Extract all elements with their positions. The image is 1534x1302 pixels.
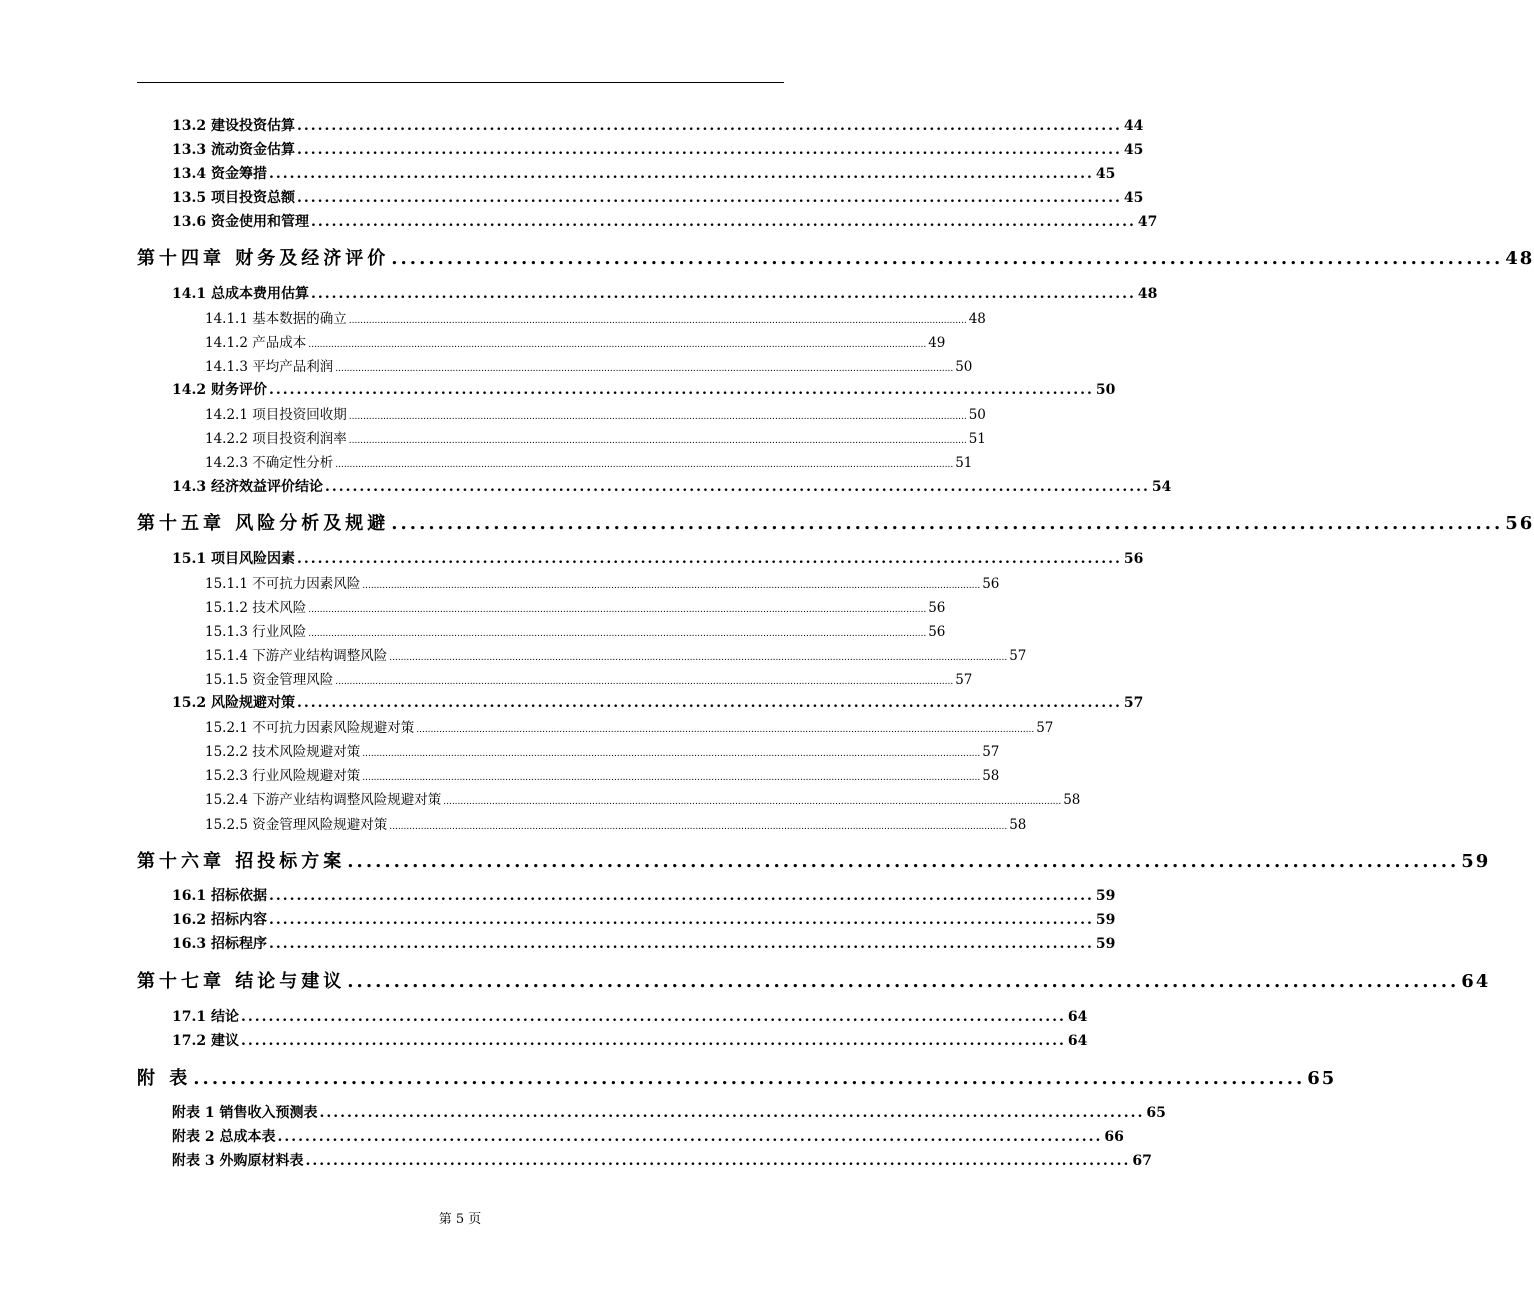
toc-chapter-title: 第十六章 招投标方案	[137, 851, 346, 872]
toc-subentry-page: 58	[982, 768, 1000, 784]
dot-leader: ........................................................................................................................................................................................................................	[335, 460, 954, 470]
dot-leader: ........................................................................................................................	[347, 971, 1460, 992]
dot-leader: ........................................................................................................................................................................................................................	[335, 364, 954, 374]
toc-subentry-page: 50	[968, 407, 986, 423]
dot-leader: ........................................................................................................................................................................................................................	[389, 653, 1008, 663]
toc-entry-page: 48	[1137, 286, 1158, 302]
dot-leader: ........................................................................................................................	[193, 1068, 1306, 1089]
toc-entry-title: 17.2 建议	[172, 1033, 239, 1049]
toc-entry-title: 附表 1 销售收入预测表	[172, 1105, 318, 1121]
toc-subentry-title: 14.1.3 平均产品利润	[205, 359, 334, 375]
dot-leader: ........................................................................................................................................................................................................................	[348, 412, 967, 422]
dot-leader: ........................................................................................................................	[268, 888, 1094, 904]
toc-subentry-15-1-1[interactable]	[205, 572, 1000, 592]
toc-subentry-14-1-2[interactable]	[205, 331, 946, 351]
toc-subentry-15-1-4[interactable]	[205, 644, 1027, 664]
toc-subentry-page: 51	[968, 431, 986, 447]
dot-leader: ........................................................................................................................................................................................................................	[308, 340, 927, 350]
toc-entry-title: 16.2 招标内容	[172, 912, 267, 928]
toc-entry-title: 附表 2 总成本表	[172, 1129, 276, 1145]
toc-subentry-page: 57	[955, 672, 973, 688]
toc-subentry-15-1-2[interactable]	[205, 596, 946, 616]
toc-chapter-15[interactable]	[137, 509, 1534, 535]
toc-entry-16-3[interactable]	[172, 933, 1116, 953]
toc-chapter-page: 56	[1505, 513, 1534, 534]
toc-subentry-page: 56	[982, 576, 1000, 592]
toc-subentry-page: 58	[1009, 817, 1027, 833]
dot-leader: ........................................................................................................................	[268, 166, 1094, 182]
toc-subentry-page: 56	[928, 624, 946, 640]
dot-leader: ........................................................................................................................................................................................................................	[443, 797, 1062, 807]
toc-entry-title: 14.2 财务评价	[172, 382, 267, 398]
toc-subentry-15-2-4[interactable]	[205, 788, 1081, 808]
toc-entry-13-3[interactable]	[172, 139, 1144, 159]
toc-entry-page: 59	[1095, 936, 1116, 952]
dot-leader: ........................................................................................................................	[296, 142, 1122, 158]
toc-subentry-15-2-1[interactable]	[205, 716, 1054, 736]
dot-leader: ........................................................................................................................	[296, 695, 1122, 711]
dot-leader: ........................................................................................................................	[310, 214, 1136, 230]
toc-entry-title: 14.3 经济效益评价结论	[172, 479, 323, 495]
toc-subentry-14-2-3[interactable]	[205, 451, 973, 471]
toc-entry-title: 13.3 流动资金估算	[172, 142, 295, 158]
dot-leader: ........................................................................................................................	[319, 1105, 1145, 1121]
toc-subentry-title: 14.2.1 项目投资回收期	[205, 407, 347, 423]
toc-subentry-title: 15.1.5 资金管理风险	[205, 672, 334, 688]
toc-entry-13-4[interactable]	[172, 163, 1116, 183]
dot-leader: ........................................................................................................................	[268, 912, 1094, 928]
toc-entry-title: 13.5 项目投资总额	[172, 190, 295, 206]
toc-entry-page: 66	[1104, 1129, 1124, 1145]
toc-subentry-14-1-1[interactable]	[205, 307, 986, 327]
toc-chapter-page: 65	[1307, 1068, 1337, 1089]
toc-chapter-appendix[interactable]	[137, 1064, 1337, 1090]
toc-subentry-title: 15.1.4 下游产业结构调整风险	[205, 648, 388, 664]
dot-leader: ........................................................................................................................................................................................................................	[335, 677, 954, 687]
toc-chapter-title: 第十五章 风险分析及规避	[137, 513, 390, 534]
toc-entry-page: 50	[1095, 382, 1116, 398]
dot-leader: ........................................................................................................................	[324, 479, 1150, 495]
dot-leader: ........................................................................................................................	[347, 851, 1460, 872]
toc-subentry-page: 56	[928, 600, 946, 616]
toc-entry-page: 65	[1146, 1105, 1166, 1121]
toc-entry-page: 59	[1095, 912, 1116, 928]
toc-entry-title: 17.1 结论	[172, 1009, 239, 1025]
dot-leader: ........................................................................................................................	[391, 248, 1504, 269]
dot-leader: ........................................................................................................................	[296, 551, 1122, 567]
toc-subentry-page: 57	[1009, 648, 1027, 664]
dot-leader: ........................................................................................................................................................................................................................	[362, 773, 981, 783]
toc-subentry-title: 14.2.2 项目投资利润率	[205, 431, 347, 447]
toc-subentry-page: 50	[955, 359, 973, 375]
toc-entry-appendix-2[interactable]	[172, 1126, 1124, 1146]
dot-leader: ........................................................................................................................	[268, 382, 1094, 398]
dot-leader: ........................................................................................................................	[240, 1033, 1066, 1049]
dot-leader: ........................................................................................................................	[240, 1009, 1066, 1025]
toc-entry-page: 59	[1095, 888, 1116, 904]
toc-subentry-14-2-2[interactable]	[205, 427, 986, 447]
toc-chapter-title: 第十七章 结论与建议	[137, 971, 346, 992]
toc-entry-page: 67	[1132, 1153, 1152, 1169]
toc-subentry-page: 48	[968, 311, 986, 327]
dot-leader: ........................................................................................................................	[296, 118, 1122, 134]
toc-entry-page: 45	[1095, 166, 1116, 182]
toc-entry-14-1[interactable]	[172, 283, 1158, 303]
toc-subentry-title: 14.1.1 基本数据的确立	[205, 311, 347, 327]
toc-subentry-title: 15.1.1 不可抗力因素风险	[205, 576, 361, 592]
toc-subentry-15-1-3[interactable]	[205, 620, 946, 640]
toc-subentry-15-2-5[interactable]	[205, 813, 1027, 833]
dot-leader: ........................................................................................................................	[277, 1129, 1103, 1145]
toc-entry-13-2[interactable]	[172, 115, 1144, 135]
toc-chapter-16[interactable]	[137, 847, 1491, 873]
toc-subentry-title: 15.1.3 行业风险	[205, 624, 307, 640]
toc-entry-title: 15.2 风险规避对策	[172, 695, 295, 711]
toc-subentry-title: 15.2.5 资金管理风险规避对策	[205, 817, 388, 833]
toc-subentry-title: 15.2.1 不可抗力因素风险规避对策	[205, 720, 415, 736]
toc-entry-appendix-3[interactable]	[172, 1150, 1152, 1170]
toc-entry-page: 47	[1137, 214, 1158, 230]
toc-subentry-page: 49	[928, 335, 946, 351]
toc-chapter-17[interactable]	[137, 967, 1491, 993]
toc-entry-title: 13.6 资金使用和管理	[172, 214, 309, 230]
toc-entry-14-2[interactable]	[172, 379, 1116, 399]
header-rule	[137, 82, 784, 83]
toc-chapter-title: 附 表	[137, 1068, 192, 1089]
toc-entry-page: 45	[1123, 190, 1144, 206]
toc-subentry-page: 57	[1036, 720, 1054, 736]
toc-chapter-14[interactable]	[137, 244, 1534, 270]
toc-subentry-page: 58	[1063, 792, 1081, 808]
dot-leader: ........................................................................................................................	[296, 190, 1122, 206]
toc-entry-title: 14.1 总成本费用估算	[172, 286, 309, 302]
toc-entry-page: 56	[1123, 551, 1144, 567]
toc-subentry-page: 51	[955, 455, 973, 471]
toc-chapter-page: 59	[1461, 851, 1491, 872]
toc-subentry-15-1-5[interactable]	[205, 668, 973, 688]
toc-entry-page: 57	[1123, 695, 1144, 711]
dot-leader: ........................................................................................................................................................................................................................	[348, 316, 967, 326]
toc-entry-page: 64	[1067, 1033, 1088, 1049]
toc-subentry-title: 15.2.4 下游产业结构调整风险规避对策	[205, 792, 442, 808]
toc-entry-title: 16.1 招标依据	[172, 888, 267, 904]
toc-chapter-page: 64	[1461, 971, 1491, 992]
toc-entry-13-6[interactable]	[172, 211, 1158, 231]
toc-subentry-title: 14.1.2 产品成本	[205, 335, 307, 351]
toc-entry-13-5[interactable]	[172, 187, 1144, 207]
toc-entry-16-2[interactable]	[172, 909, 1116, 929]
dot-leader: ........................................................................................................................................................................................................................	[362, 749, 981, 759]
dot-leader: ........................................................................................................................	[310, 286, 1136, 302]
dot-leader: ........................................................................................................................................................................................................................	[308, 605, 927, 615]
toc-subentry-14-2-1[interactable]	[205, 403, 986, 423]
toc-subentry-title: 15.1.2 技术风险	[205, 600, 307, 616]
toc-entry-15-2[interactable]	[172, 692, 1144, 712]
toc-entry-17-1[interactable]	[172, 1006, 1088, 1026]
dot-leader: ........................................................................................................................	[391, 513, 1504, 534]
dot-leader: ........................................................................................................................	[305, 1153, 1131, 1169]
dot-leader: ........................................................................................................................................................................................................................	[308, 629, 927, 639]
toc-subentry-title: 15.2.2 技术风险规避对策	[205, 744, 361, 760]
toc-chapter-title: 第十四章 财务及经济评价	[137, 248, 390, 269]
toc-entry-title: 13.2 建设投资估算	[172, 118, 295, 134]
toc-entry-page: 64	[1067, 1009, 1088, 1025]
toc-entry-page: 44	[1123, 118, 1144, 134]
toc-entry-16-1[interactable]	[172, 885, 1116, 905]
dot-leader: ........................................................................................................................	[268, 936, 1094, 952]
toc-entry-17-2[interactable]	[172, 1030, 1088, 1050]
toc-entry-title: 附表 3 外购原材料表	[172, 1153, 304, 1169]
toc-subentry-14-1-3[interactable]	[205, 355, 973, 375]
toc-subentry-title: 14.2.3 不确定性分析	[205, 455, 334, 471]
toc-subentry-15-2-3[interactable]	[205, 764, 1000, 784]
toc-entry-14-3[interactable]	[172, 476, 1172, 496]
toc-entry-15-1[interactable]	[172, 548, 1144, 568]
dot-leader: ........................................................................................................................................................................................................................	[348, 436, 967, 446]
toc-subentry-page: 57	[982, 744, 1000, 760]
page-number-footer: 第 5 页	[438, 1212, 482, 1227]
toc-entry-title: 15.1 项目风险因素	[172, 551, 295, 567]
toc-entry-page: 45	[1123, 142, 1144, 158]
toc-chapter-page: 48	[1505, 248, 1534, 269]
toc-subentry-title: 15.2.3 行业风险规避对策	[205, 768, 361, 784]
toc-entry-page: 54	[1151, 479, 1172, 495]
toc-entry-title: 16.3 招标程序	[172, 936, 267, 952]
toc-entry-appendix-1[interactable]	[172, 1102, 1166, 1122]
dot-leader: ........................................................................................................................................................................................................................	[389, 822, 1008, 832]
toc-subentry-15-2-2[interactable]	[205, 740, 1000, 760]
dot-leader: ........................................................................................................................................................................................................................	[416, 725, 1035, 735]
dot-leader: ........................................................................................................................................................................................................................	[362, 581, 981, 591]
toc-entry-title: 13.4 资金筹措	[172, 166, 267, 182]
